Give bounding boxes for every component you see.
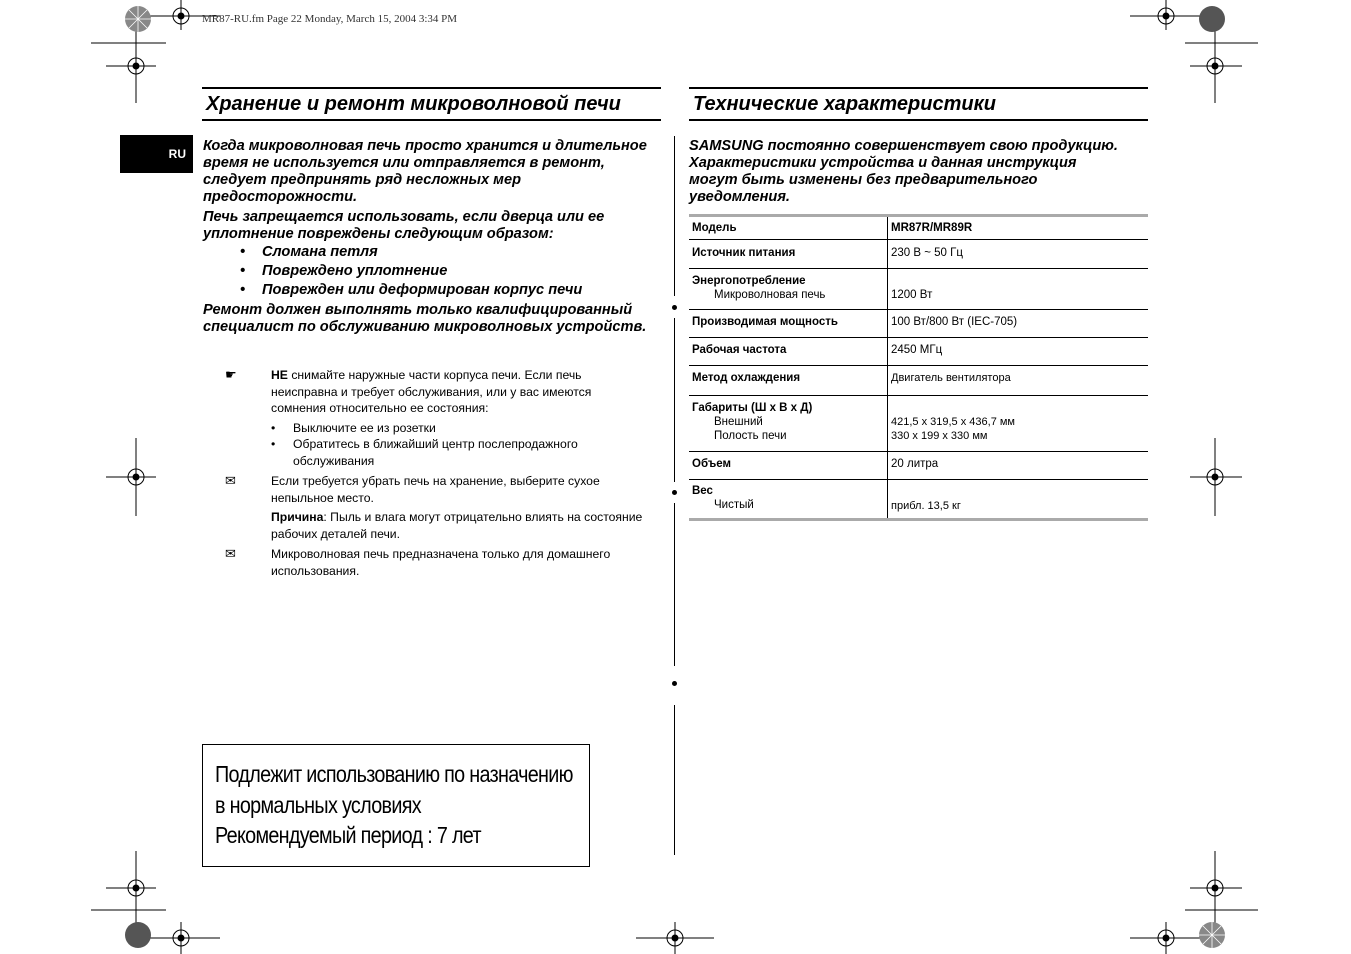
- specs-intro: SAMSUNG постоянно совершенствует свою продукцию. Характеристики устройства и данная инструкция могут быть изменены без предварительного уведомления.: [689, 138, 1118, 205]
- column-divider: [674, 136, 675, 296]
- list-item: • Поврежден или деформирован корпус печи: [240, 281, 663, 300]
- note-text: Если требуется убрать печь на хранение, выберите сухое непыльное место.: [271, 474, 600, 505]
- storage-note: [203, 473, 643, 542]
- spec-key: Метод охлаждения: [689, 366, 888, 396]
- box-line: Подлежит использованию по назначению: [215, 761, 573, 787]
- pointing-hand-icon: ☛: [225, 367, 237, 382]
- action-list: [271, 420, 643, 470]
- spec-key: Габариты (Ш x В x Д): [692, 402, 813, 414]
- spec-value: 20 литра: [888, 452, 1149, 480]
- spec-value: MR87R/MR89R: [888, 216, 1149, 240]
- warning-note: [203, 367, 643, 469]
- divider-dot: [672, 490, 677, 495]
- spec-value: 230 В ~ 50 Гц: [888, 240, 1149, 269]
- list-item: • Повреждено уплотнение: [240, 262, 663, 281]
- note-text: Микроволновая печь предназначена только для домашнего использования.: [271, 547, 611, 578]
- spec-value: 100 Вт/800 Вт (IEC-705): [888, 310, 1149, 338]
- specs-table: [689, 214, 1148, 521]
- spec-key: Модель: [689, 216, 888, 240]
- spec-value: 421,5 x 319,5 x 436,7 мм: [891, 416, 1015, 428]
- section-title-storage: Хранение и ремонт микроволновой печи: [202, 87, 661, 121]
- column-divider: [674, 503, 675, 666]
- spec-value: 1200 Вт: [891, 289, 933, 301]
- spec-value: прибл. 13,5 кг: [891, 500, 961, 512]
- note-bold: НЕ: [271, 368, 288, 382]
- language-tab: RU: [120, 135, 193, 173]
- spec-key: Энергопотребление: [692, 275, 806, 287]
- list-item: • Обратитесь в ближайший центр послепродажного обслуживания: [271, 436, 643, 469]
- intro-paragraph: Печь запрещается использовать, если дверца или ее уплотнение повреждены следующим образом:: [203, 209, 605, 242]
- column-divider: [674, 318, 675, 482]
- damage-list: [203, 243, 663, 300]
- divider-dot: [672, 305, 677, 310]
- spec-subkey: Микроволновая печь: [714, 289, 826, 301]
- section-title-specs: Технические характеристики: [689, 87, 1148, 121]
- spec-value: 330 x 199 x 330 мм: [891, 430, 988, 442]
- column-divider: [674, 705, 675, 855]
- spec-key: Вес: [692, 485, 713, 497]
- note-text: снимайте наружные части корпуса печи. Если печь неисправна и требует обслуживания, или у вас имеются сомнения относительно ее состояния:: [271, 368, 592, 415]
- list-item: • Выключите ее из розетки: [271, 420, 643, 437]
- table-row: [689, 310, 1148, 338]
- box-line: в нормальных условиях: [215, 791, 421, 818]
- table-row: [689, 338, 1148, 366]
- list-item: • Сломана петля: [240, 243, 663, 262]
- intro-paragraph: Когда микроволновая печь просто хранится и длительное время не используется или отправляется в ремонт, следует предпринять ряд несложных мер предосторожности.: [203, 138, 647, 205]
- spec-key: Объем: [689, 452, 888, 480]
- note-text: : Пыль и влага могут отрицательно влиять на состояние рабочих деталей печи.: [271, 510, 643, 541]
- note-bold: Причина: [271, 510, 324, 524]
- note-icon: ✉: [225, 473, 236, 488]
- home-use-note: [203, 546, 643, 579]
- spec-key: Источник питания: [689, 240, 888, 269]
- table-row: [689, 480, 1148, 520]
- spec-value: Двигатель вентилятора: [888, 366, 1149, 396]
- spec-subkey: Внешний: [714, 416, 763, 428]
- table-row: [689, 216, 1148, 240]
- note-icon: ✉: [225, 546, 236, 561]
- table-row: [689, 240, 1148, 269]
- service-life-box: [202, 744, 590, 867]
- table-row: [689, 396, 1148, 452]
- intro-paragraph: Ремонт должен выполнять только квалифицированный специалист по обслуживанию микроволновых устройств.: [203, 302, 647, 335]
- spec-key: Производимая мощность: [689, 310, 888, 338]
- divider-dot: [672, 681, 677, 686]
- spec-value: 2450 МГц: [888, 338, 1149, 366]
- table-row: [689, 366, 1148, 396]
- box-line: Рекомендуемый период : 7 лет: [215, 822, 481, 848]
- file-info-header: MR87-RU.fm Page 22 Monday, March 15, 2004 3:34 PM: [202, 13, 458, 25]
- table-row: [689, 269, 1148, 310]
- spec-subkey: Полость печи: [714, 430, 787, 442]
- spec-key: Рабочая частота: [689, 338, 888, 366]
- table-row: [689, 452, 1148, 480]
- notes-section: [203, 367, 643, 583]
- spec-subkey: Чистый: [714, 499, 754, 511]
- storage-intro: [203, 138, 663, 339]
